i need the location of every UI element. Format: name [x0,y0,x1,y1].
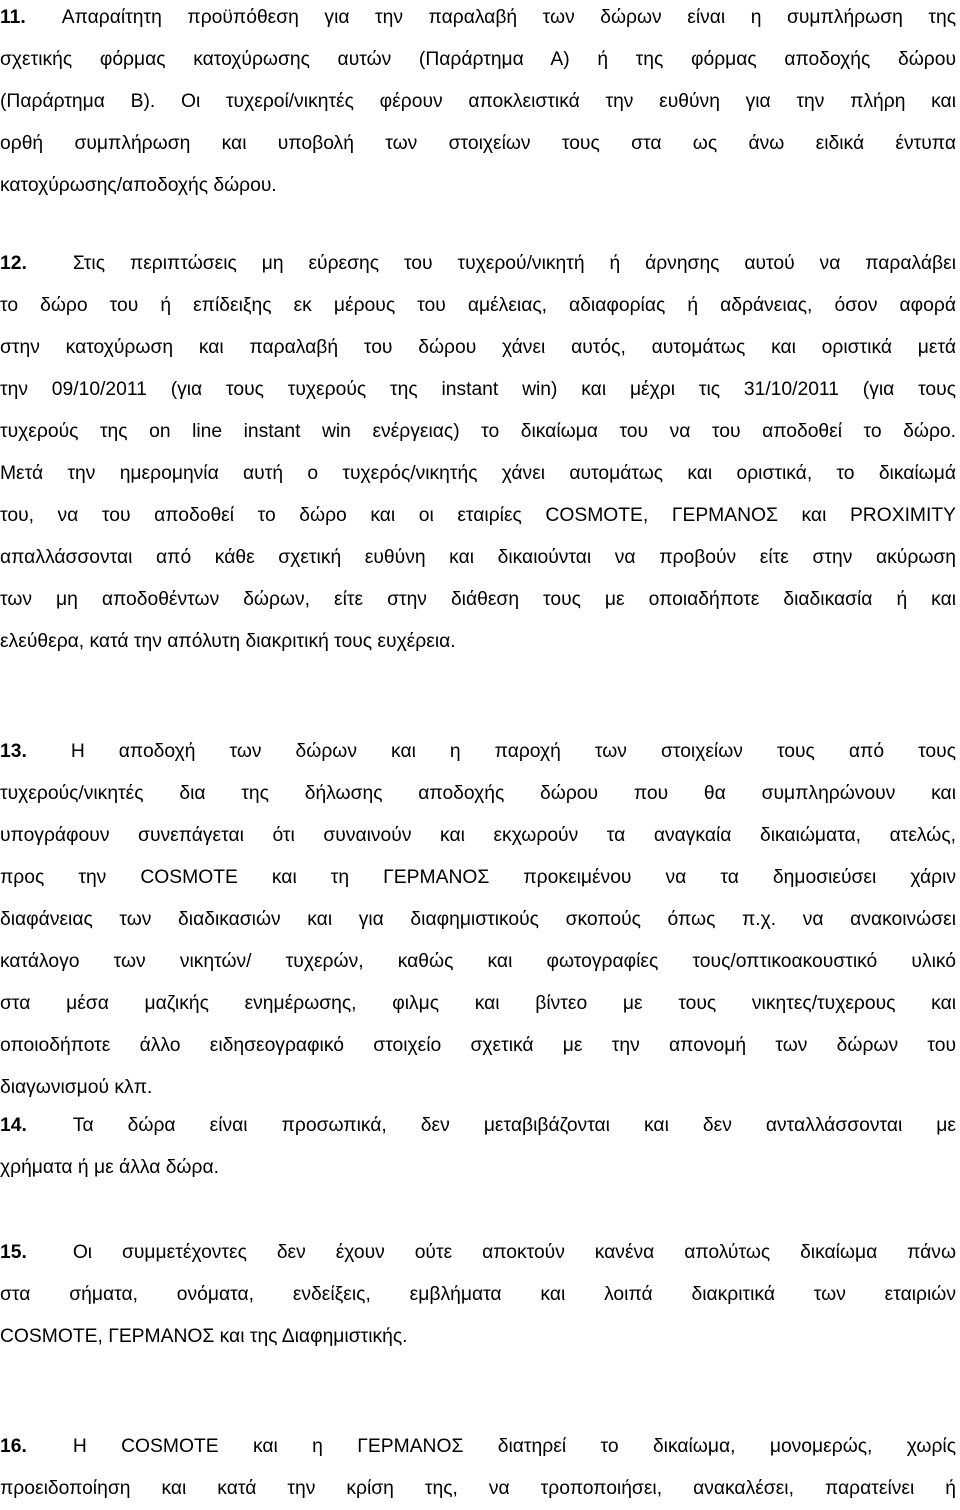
paragraph-16 [0,1426,956,1510]
paragraph-number: 13. [0,741,27,762]
text-line: απαλλάσσονται από κάθε σχετική ευθύνη και δικαιούνται να προβούν είτε στην ακύρωση [0,547,956,568]
text-line: προειδοποίηση και κατά την κρίση της, να τροποποιήσει, ανακαλέσει, παρατείνει ή [0,1478,956,1499]
text-line: οποιοδήποτε άλλο ειδησεογραφικό στοιχείο σχετικά με την απονομή των δώρων του [0,1035,956,1056]
paragraph-number: 11. [0,7,26,28]
text-line: ορθή συμπλήρωση και υποβολή των στοιχείων τους στα ως άνω ειδικά έντυπα [0,133,956,154]
text-line [0,1232,956,1274]
text-line: σχετικής φόρμας κατοχύρωσης αυτών (Παράρτημα Α) ή της φόρμας αποδοχής δώρου [0,49,956,70]
text-line: COSMOTE, ΓΕΡΜΑΝΟΣ και της Διαφημιστικής. [0,1326,408,1347]
text-line: των μη αποδοθέντων δώρων, είτε στην διάθεση τους με οποιαδήποτε διαδικασία ή και [0,589,956,610]
text-line: στην κατοχύρωση και παραλαβή του δώρου χάνει αυτός, αυτομάτως και οριστικά μετά [0,337,956,358]
paragraph-12 [0,243,956,663]
text-line: τυχερούς της on line instant win ενέργειας) το δικαίωμα του να του αποδοθεί το δώρο. [0,421,956,442]
text-line-content: Απαραίτητη προϋπόθεση για την παραλαβή των δώρων είναι η συμπλήρωση της [61,7,956,28]
text-line-content: Οι συμμετέχοντες δεν έχουν ούτε αποκτούν κανένα απολύτως δικαίωμα πάνω [72,1242,956,1263]
paragraph-number: 14. [0,1115,27,1136]
text-line: διαφάνειας των διαδικασιών και για διαφημιστικούς σκοπούς όπως π.χ. να ανακοινώσει [0,909,956,930]
text-line: προς την COSMOTE και τη ΓΕΡΜΑΝΟΣ προκειμένου να τα δημοσιεύσει χάριν [0,867,956,888]
text-line [0,1426,956,1468]
paragraph-number: 16. [0,1436,27,1457]
text-line: Μετά την ημερομηνία αυτή ο τυχερός/νικητής χάνει αυτομάτως και οριστικά, το δικαίωμά [0,463,956,484]
paragraph-11 [0,0,956,207]
text-line: το δώρο του ή επίδειξης εκ μέρους του αμέλειας, αδιαφορίας ή αδράνειας, όσον αφορά [0,295,956,316]
text-line: κατάλογο των νικητών/ τυχερών, καθώς και φωτογραφίες τους/οπτικοακουστικό υλικό [0,951,956,972]
paragraph-13 [0,731,956,1109]
text-line: στα σήματα, ονόματα, ενδείξεις, εμβλήματα και λοιπά διακριτικά των εταιριών [0,1284,956,1305]
text-line: (Παράρτημα Β). Οι τυχεροί/νικητές φέρουν αποκλειστικά την ευθύνη για την πλήρη και [0,91,956,112]
text-line-content: Η COSMOTE και η ΓΕΡΜΑΝΟΣ διατηρεί το δικαίωμα, μονομερώς, χωρίς [72,1436,956,1457]
text-line: ελεύθερα, κατά την απόλυτη διακριτική τους ευχέρεια. [0,631,456,652]
text-line [0,243,956,285]
text-line-content: Η αποδοχή των δώρων και η παροχή των στοιχείων τους από τους [70,741,956,762]
text-line: τυχερούς/νικητές δια της δήλωσης αποδοχής δώρου που θα συμπληρώνουν και [0,783,956,804]
text-line: υπογράφουν συνεπάγεται ότι συναινούν και εκχωρούν τα αναγκαία δικαιώματα, ατελώς, [0,825,956,846]
text-line-content: Τα δώρα είναι προσωπικά, δεν μεταβιβάζονται και δεν ανταλλάσσονται με [72,1115,956,1136]
text-line [0,1105,956,1147]
text-line: του, να του αποδοθεί το δώρο και οι εταιρίες COSMOTE, ΓΕΡΜΑΝΟΣ και PROXIMITY [0,505,956,526]
paragraph-14 [0,1105,956,1189]
text-line: στα μέσα μαζικής ενημέρωσης, φιλμς και βίντεο με τους νικητες/τυχερους και [0,993,956,1014]
text-line: διαγωνισμού κλπ. [0,1077,153,1098]
text-line [0,0,956,39]
text-line [0,731,956,773]
text-line-content: Στις περιπτώσεις μη εύρεσης του τυχερού/νικητή ή άρνησης αυτού να παραλάβει [72,253,956,274]
text-line: την 09/10/2011 (για τους τυχερούς της instant win) και μέχρι τις 31/10/2011 (για τους [0,379,956,400]
paragraph-number: 15. [0,1242,27,1263]
text-line: κατοχύρωσης/αποδοχής δώρου. [0,175,277,196]
text-line: χρήματα ή με άλλα δώρα. [0,1157,219,1178]
paragraph-15 [0,1232,956,1358]
paragraph-number: 12. [0,253,27,274]
